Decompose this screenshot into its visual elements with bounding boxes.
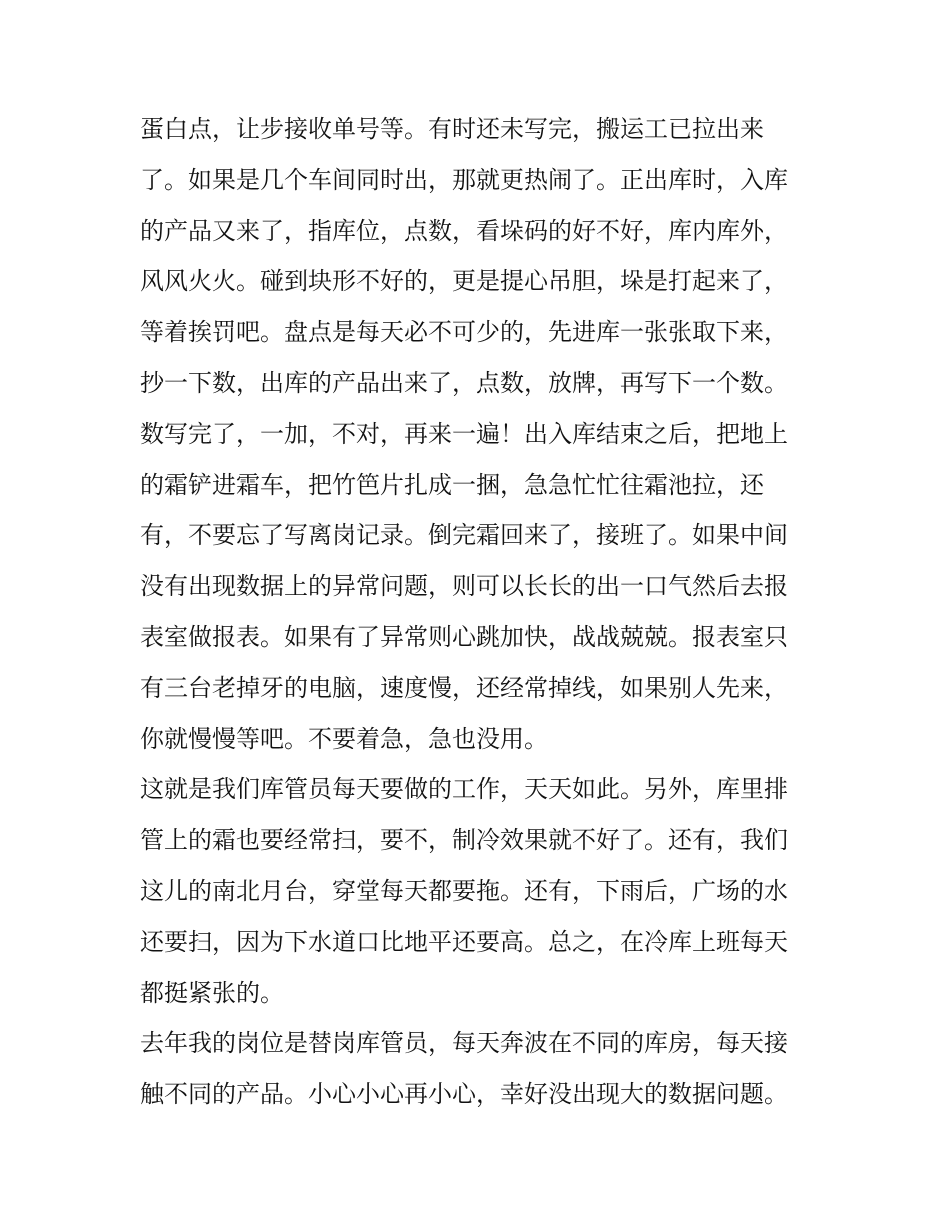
text-line-9: 有，不要忘了写离岗记录。倒完霜回来了，接班了。如果中间 [140, 521, 788, 550]
text-line-7: 数写完了，一加，不对，再来一遍！出入库结束之后，把地上 [140, 419, 788, 448]
text-line-10: 没有出现数据上的异常问题，则可以长长的出一口气然后去报 [140, 572, 788, 601]
text-line-5: 等着挨罚吧。盘点是每天必不可少的，先进库一张张取下来， [140, 318, 788, 347]
text-line-18: 都挺紧张的。 [140, 978, 284, 1007]
text-line-16: 这儿的南北月台，穿堂每天都要拖。还有，下雨后，广场的水 [140, 876, 788, 905]
text-line-20: 触不同的产品。小心小心再小心，幸好没出现大的数据问题。 [140, 1080, 788, 1109]
text-line-15: 管上的霜也要经常扫，要不，制冷效果就不好了。还有，我们 [140, 826, 788, 855]
text-line-13: 你就慢慢等吧。不要着急，急也没用。 [140, 724, 548, 753]
text-line-4: 风风火火。碰到块形不好的，更是提心吊胆，垛是打起来了， [140, 267, 788, 296]
text-line-19: 去年我的岗位是替岗库管员，每天奔波在不同的库房，每天接 [140, 1029, 788, 1058]
text-line-12: 有三台老掉牙的电脑，速度慢，还经常掉线，如果别人先来， [140, 673, 788, 702]
body-text [140, 104, 830, 1120]
text-line-8: 的霜铲进霜车，把竹笆片扎成一捆，急急忙忙往霜池拉，还 [140, 470, 764, 499]
text-line-1: 蛋白点，让步接收单号等。有时还未写完，搬运工已拉出来 [140, 115, 764, 143]
text-line-2: 了。如果是几个车间同时出，那就更热闹了。正出库时，入库 [140, 165, 788, 194]
text-line-3: 的产品又来了，指库位，点数，看垛码的好不好，库内库外， [140, 216, 788, 245]
text-line-14: 这就是我们库管员每天要做的工作，天天如此。另外，库里排 [140, 775, 788, 804]
text-line-11: 表室做报表。如果有了异常则心跳加快，战战兢兢。报表室只 [140, 622, 788, 651]
text-line-17: 还要扫，因为下水道口比地平还要高。总之，在冷库上班每天 [140, 927, 788, 956]
text-line-6: 抄一下数，出库的产品出来了，点数，放牌，再写下一个数。 [140, 368, 788, 397]
